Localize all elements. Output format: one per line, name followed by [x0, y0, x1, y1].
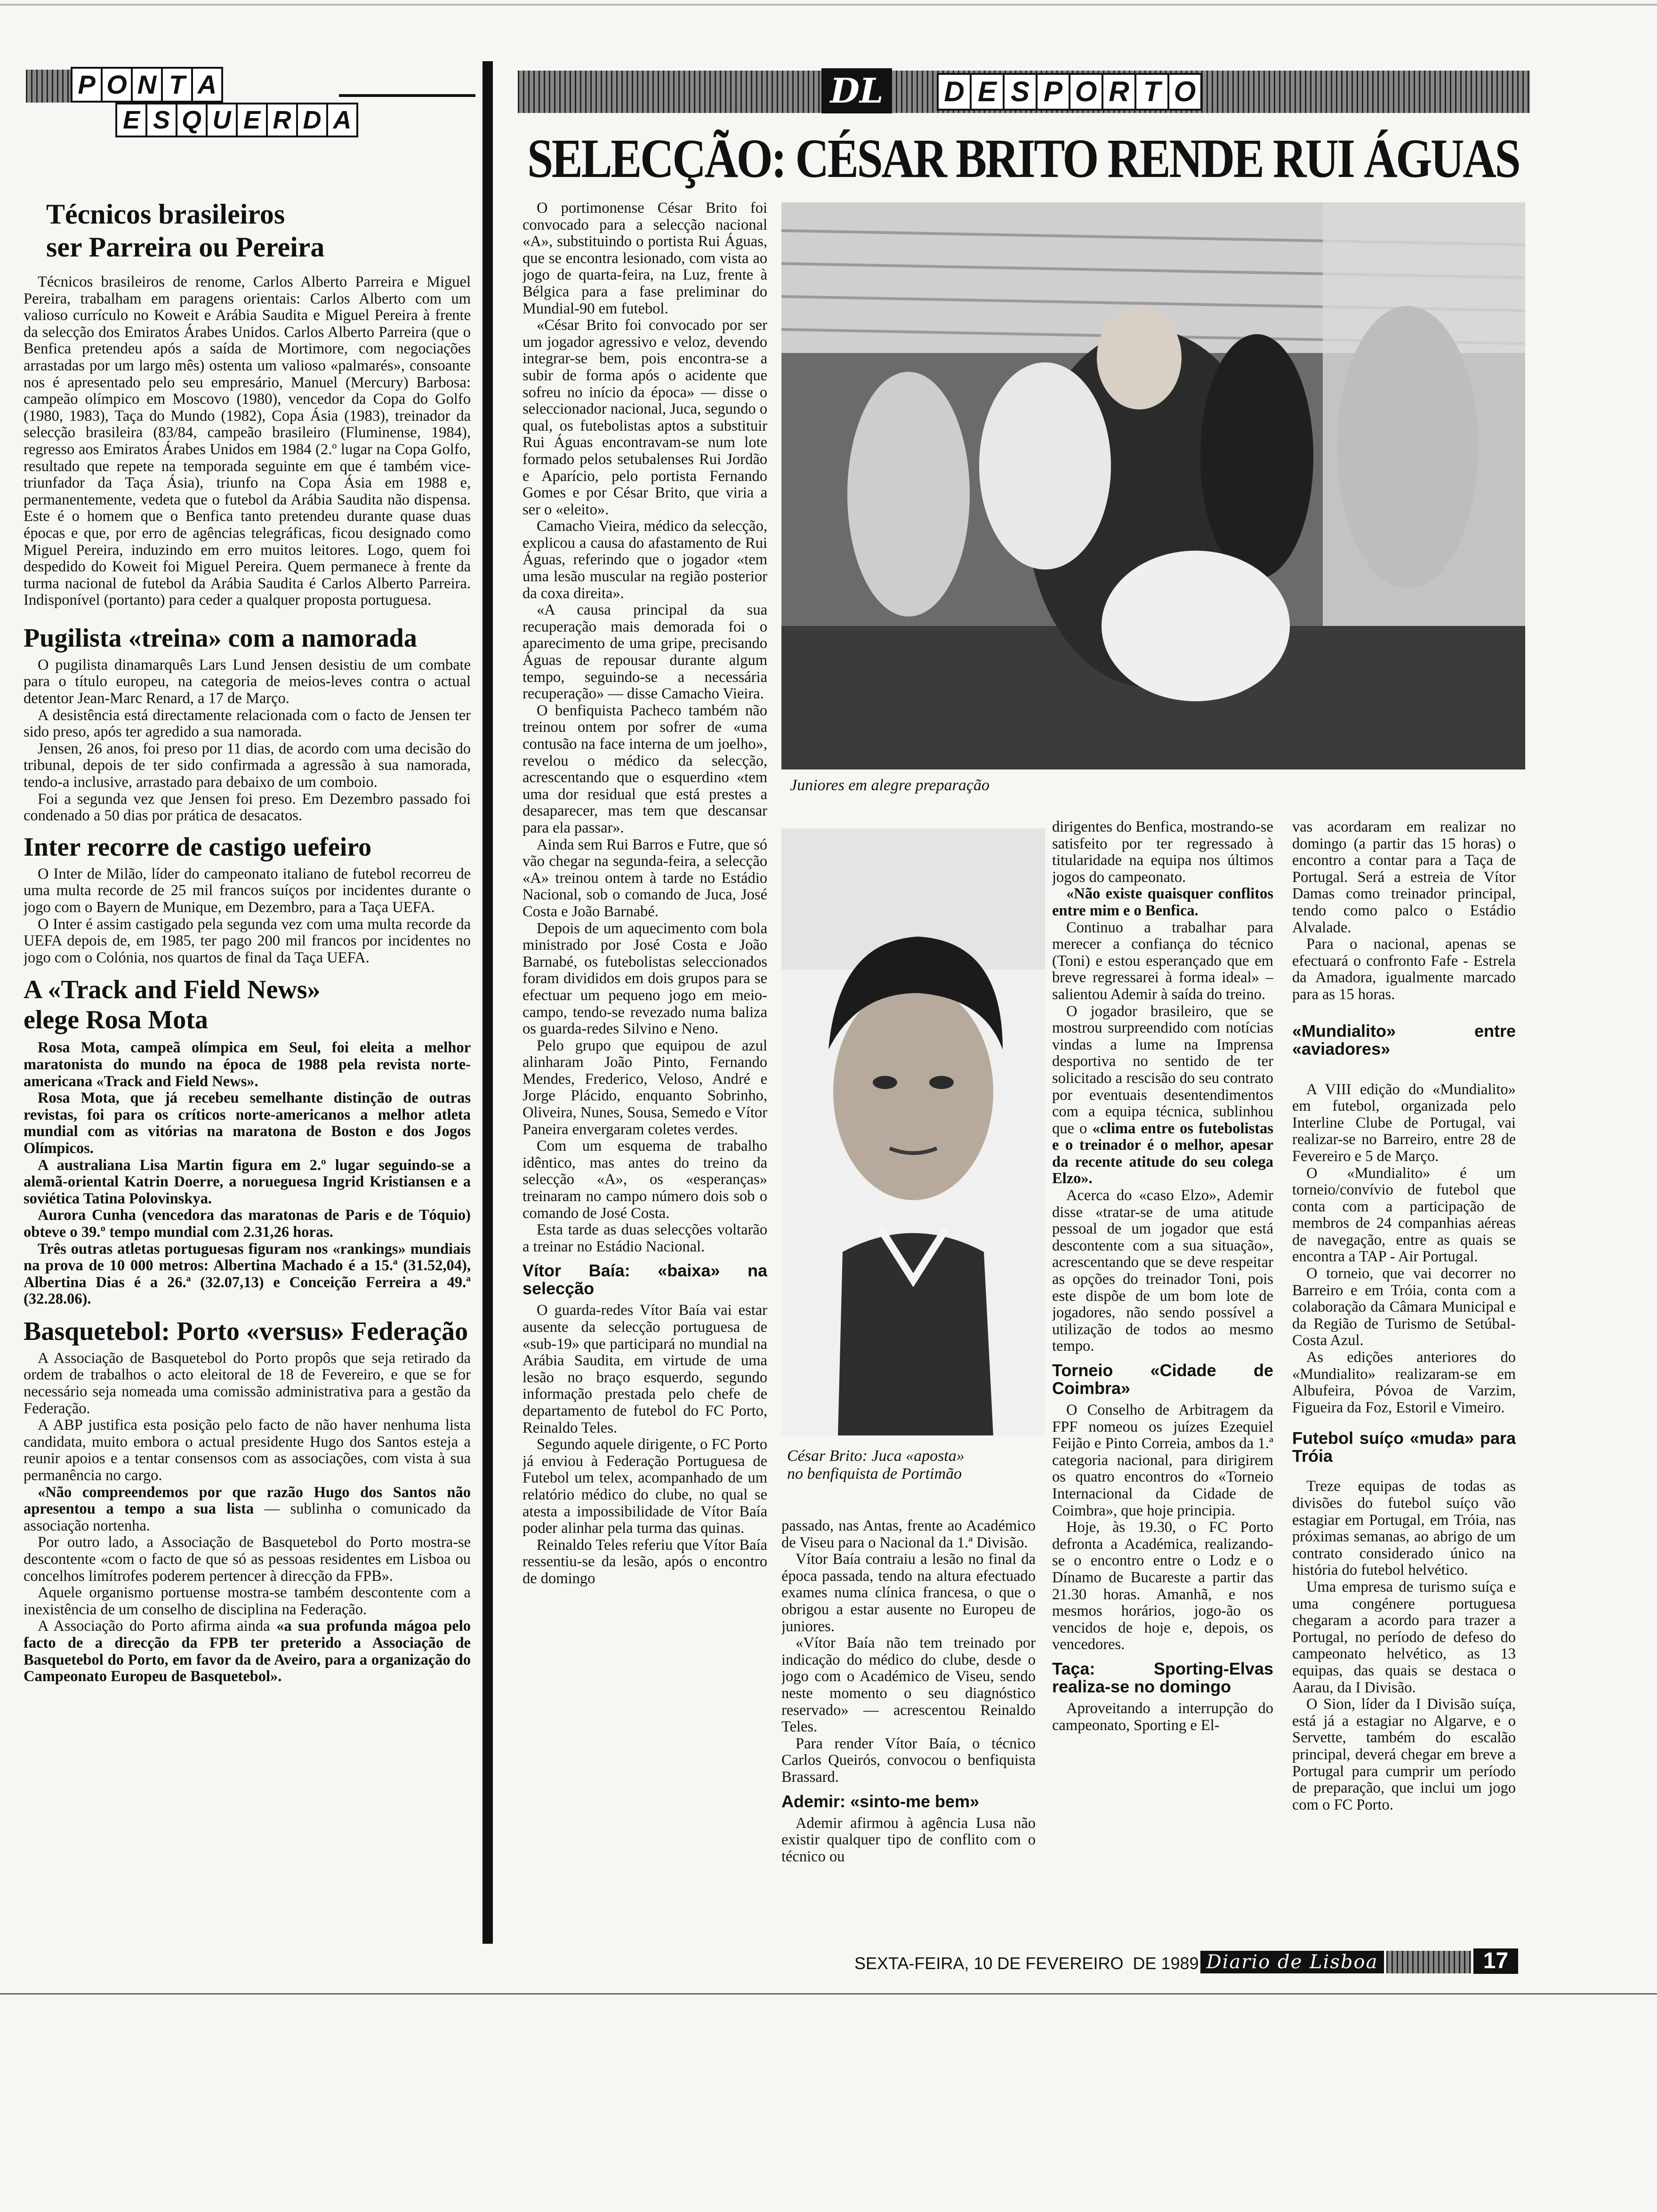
column-d: [1292, 819, 1516, 1937]
header-letter: T: [1134, 73, 1169, 111]
ademir-p5: [1052, 1003, 1273, 1188]
footer-stripe: [1386, 1951, 1471, 1973]
header-letter: S: [145, 103, 177, 137]
suico-p3: O Sion, líder da I Divisão suíça, está já a estagiar no Algarve, e o Servette, também do escalão principal, deverá chegar em breve a Portugal para cumprir um período de preparação, que inclui um jogo com o FC Porto.: [1292, 1696, 1516, 1813]
cesar-brito-photo-graphic: [781, 828, 1045, 1435]
article-p1: O portimonense César Brito foi convocado para a selecção nacional «A», substituindo o portista Rui Águas, que se encontra lesionado, com vista ao jogo de quarta-feira, na Luz, frente à Bélgica para a fase preliminar do Mundial-90 em futebol.: [523, 200, 767, 317]
baia-p7: Para render Vítor Baía, o técnico Carlos Queirós, convocou o benfiquista Brassard.: [781, 1735, 1036, 1786]
baia-p6: «Vítor Baía não tem treinado por indicação do médico do clube, desde o jogo com o Académico de Viseu, sendo neste momento o seu diagnóstico reservado» — acrescentou Reinaldo Teles.: [781, 1635, 1036, 1736]
basket-p6-lead: A Associação do Porto afirma ainda: [38, 1618, 277, 1635]
baia-title: Vítor Baía: «baixa» na selecção: [523, 1261, 767, 1298]
left-column: [24, 198, 471, 1948]
header-letter: D: [296, 103, 328, 137]
article-p3: Camacho Vieira, médico da selecção, explicou a causa do afastamento de Rui Águas, referindo que o jogador «tem uma lesão muscular na região posterior da coxa direita».: [523, 518, 767, 602]
page-headline: SELECÇÃO: CÉSAR BRITO RENDE RUI ÁGUAS: [527, 128, 1520, 189]
column-b: [781, 1518, 1036, 1937]
header-letter: R: [1102, 73, 1136, 111]
header-letter: O: [101, 67, 133, 103]
column-divider: [483, 61, 493, 1944]
inter-title: Inter recorre de castigo uefeiro: [24, 832, 372, 862]
track-p5: Três outras atletas portuguesas figuram nos «rankings» mundiais na prova de 10 000 metros: Albertina Machado é a 15.ª (31.52,04), Albertina Dias é a 26.ª (32.07,13) e Conceição Ferreira a 49.ª (32.28.06).: [24, 1240, 471, 1308]
juniores-photo-caption: Juniores em alegre preparação: [790, 777, 989, 794]
juniores-photo-graphic: [781, 202, 1525, 769]
mundialito-p4: As edições anteriores do «Mundialito» realizaram-se em Albufeira, Póvoa de Varzim, Figueira da Foz, Estoril e Vimeiro.: [1292, 1349, 1516, 1416]
baia-p2: Segundo aquele dirigente, o FC Porto já enviou à Federação Portuguesa de Futebol um telex, acompanhado de um relatório médico do clube, no qual se atesta a impossibilidade de Vítor Baía poder alinhar pela turma das quinas.: [523, 1436, 767, 1537]
basket-p3: [24, 1484, 471, 1535]
mundialito-title: «Mundialito» entre «aviadores»: [1292, 1021, 1516, 1058]
footer-date: SEXTA-FEIRA, 10 DE FEVEREIRO DE 1989: [854, 1954, 1199, 1973]
ademir-p5-quote: «clima entre os futebolistas e o treinador é o melhor, apesar da recente atitude do seu colega Elzo».: [1052, 1120, 1273, 1187]
cesar-brito-caption-line1: César Brito: Juca «aposta»: [787, 1447, 965, 1465]
basket-p3-quote: «Não compreendemos por que razão Hugo dos Santos não apresentou a tempo a sua lista: [24, 1483, 471, 1518]
article-p6: Ainda sem Rui Barros e Futre, que só vão chegar na segunda-feira, a selecção «A» treinou ontem à tarde no Estádio Nacional, sob o comando de Juca, José Costa e João Barnabé.: [523, 836, 767, 920]
baia-p5: Vítor Baía contraiu a lesão no final da época passada, tendo na altura efectuado exames numa clínica francesa, o que o obrigou a estar ausente no Europeu de juniores.: [781, 1551, 1036, 1635]
ponta-header-underline: [339, 94, 475, 97]
column-a: [523, 200, 767, 1937]
basket-p6: [24, 1618, 471, 1685]
article-p7: Depois de um aquecimento com bola ministrado por José Costa e João Barnabé, os futebolistas seleccionados foram divididos em dois grupos para se efectuar um pequeno jogo em meio-campo, tendo-se revezado numa baliza os guarda-redes Silvino e Neno.: [523, 920, 767, 1038]
pugilista-p4: Foi a segunda vez que Jensen foi preso. Em Dezembro passado foi condenado a 50 dias por prática de desacatos.: [24, 790, 471, 825]
taca-p1: Aproveitando a interrupção do campeonato, Sporting e El-: [1052, 1699, 1273, 1734]
inter-p2: O Inter é assim castigado pela segunda vez com uma multa recorde da UEFA depois de, em 1985, ter pago 200 mil francos por incidentes no jogo com o Colónia, nos quartos de final da Taça UEFA.: [24, 915, 471, 966]
suico-p2: Uma empresa de turismo suíça e uma congénere portuguesa chegaram a acordo para trazer a Portugal, no período de defeso do campeonato helvético, as 13 equipas, das quais se destaca o Aarau, da I Divisão.: [1292, 1578, 1516, 1696]
torneio-title: Torneio «Cidade de Coimbra»: [1052, 1361, 1273, 1398]
header-letter: O: [1167, 73, 1202, 111]
ademir-p5-lead: O jogador brasileiro, que se mostrou surpreendido com notícias vindas a lume na Imprensa desportiva no sentido de ter solicitado a rescisão do seu contrato por eventuais desentendimentos com a equipa técnica, sublinhou que o: [1052, 1002, 1273, 1137]
track-p1: Rosa Mota, campeã olímpica em Seul, foi eleita a melhor maratonista do mundo na época de 1988 pela revista norte-americana «Track and Field News».: [24, 1039, 471, 1090]
header-letter: E: [236, 103, 268, 137]
basket-p5: Aquele organismo portuense mostra-se também descontente com a inexistência de um conselho de disciplina na Federação.: [24, 1584, 471, 1618]
cesar-brito-caption: [787, 1447, 1041, 1483]
basket-p1: A Associação de Basquetebol do Porto propôs que seja retirado da ordem de trabalhos o acto eleitoral de 18 de Fevereiro, e que se for necessário seja nomeada uma comissão administrativa para a gestão da Federação.: [24, 1349, 471, 1417]
track-title: A «Track and Field News»: [24, 975, 321, 1005]
footer-masthead: Diario de Lisboa: [1200, 1951, 1384, 1973]
header-letter: P: [1036, 73, 1070, 111]
header-letter: D: [937, 73, 972, 111]
pugilista-p2: A desistência está directamente relacionada com o facto de Jensen ter sido preso, após ter agredido a sua namorada.: [24, 706, 471, 741]
suico-p1: Treze equipas de todas as divisões do futebol suíço vão estagiar em Portugal, em Tróia, nas próximas semanas, ao abrigo de um contrato considerado único na história do futebol helvético.: [1292, 1478, 1516, 1579]
ademir-p3: «Não existe quaisquer conflitos entre mim e o Benfica.: [1052, 885, 1273, 919]
juniores-photo: [781, 202, 1525, 769]
tecnicos-body: Técnicos brasileiros de renome, Carlos Alberto Parreira e Miguel Pereira, trabalham em paragens orientais: Carlos Alberto com um valioso currículo no Koweit e Arábia Saudita e Miguel Pereira à frente da selecção dos Emiratos Árabes Unidos. Carlos Alberto Parreira (que o Benfica pretendeu após a saída de Mortimore, com negociações arrastadas por um largo mês) ostenta um valioso «palmarés», consoante nos é apresentado pelo seu empresário, Manuel (Mercury) Barbosa: campeão olímpico em Moscovo (1980), vencedor da Copa do Golfo (1980, 1983), Taça do Mundo (1982), Copa Ásia (1983), treinador da selecção brasileira (83/84, campeão brasileiro (Fluminense, 1984), regresso aos Emiratos Árabes Unidos em 1984 (2.º lugar na Copa Golfo, resultado que repete na temporada seguinte em que é também vice-triunfador da Taça Ásia), triunfo na Copa Ásia em 1988 e, permanentemente, vedeta que o futebol da Arábia Saudita não dispensa. Este é o homem que o Benfica tanto pretendeu durante quase duas épocas e que, por erro de agências telegráficas, ficou designado como Miguel Pereira, induzindo em erro muitos leitores. Logo, quem foi despedido do Koweit foi Miguel Pereira. Quem permanece à frente da turma nacional de futebol da Arábia Saudita é Carlos Alberto Parreira. Indisponível (portanto) para ceder a qualquer proposta portuguesa.: [24, 273, 471, 609]
cesar-brito-caption-line2: no benfiquista de Portimão: [787, 1465, 962, 1483]
header-letter: E: [115, 103, 147, 137]
track-p3: A australiana Lisa Martin figura em 2.º lugar seguindo-se a alemã-oriental Katrin Doerre, a norueguesa Ingrid Kristiansen e a soviética Tatina Polovinskya.: [24, 1156, 471, 1207]
header-letter: Q: [176, 103, 208, 137]
desporto-section: [937, 73, 1202, 111]
ademir-p4: Continuo a trabalhar para merecer a confiança do técnico (Toni) e estou esperançado que em breve regressarei à forma ideal» – salientou Ademir à saída do treino.: [1052, 919, 1273, 1003]
column-c: [1052, 819, 1273, 1937]
article-p9: Com um esquema de trabalho idêntico, mas antes do treino da selecção «A», os «esperanças» treinaram no campo número dois sob o comando de José Costa.: [523, 1138, 767, 1222]
header-letter: E: [970, 73, 1005, 111]
mundialito-p3: O torneio, que vai decorrer no Barreiro e em Tróia, conta com a colaboração da Câmara Municipal e da Região de Turismo de Setúbal-Costa Azul.: [1292, 1265, 1516, 1349]
article-p2: «César Brito foi convocado por ser um jogador agressivo e veloz, devendo integrar-se bem, pois encontra-se a subir de forma após o acidente que sofreu no início da época» — disse o seleccionador nacional, Juca, segundo o qual, os futebolistas aptos a substituir Rui Águas encontravam-se num lote formado pelos setubalenses Rui Jordão e Aparício, pelo portista Fernando Gomes e por César Brito, que viria a ser o «eleito».: [523, 317, 767, 518]
basket-p2: A ABP justifica esta posição pelo facto de não haver nenhuma lista candidata, muito embora o actual presidente Hugo dos Santos esteja a reunir apoios e a tentar consensos com as associações, com vista à sua permanência no cargo.: [24, 1417, 471, 1484]
header-letter: R: [266, 103, 298, 137]
header-letter: A: [191, 67, 223, 103]
inter-p1: O Inter de Milão, líder do campeonato italiano de futebol recorreu de uma multa recorde de 25 mil francos suíços por incidentes durante o jogo com o Bayern de Munique, em Dezembro, para a Taça UEFA.: [24, 865, 471, 916]
footer-rule: [0, 1993, 1657, 1995]
footer-page-number: 17: [1473, 1948, 1518, 1974]
ademir-title: Ademir: «sinto-me bem»: [781, 1791, 980, 1811]
cesar-brito-photo: [781, 828, 1045, 1435]
basket-p4: Por outro lado, a Associação de Basquetebol do Porto mostra-se descontente «com o facto de que só as pessoas residentes em Lisboa ou concelhos limítrofes poderem pertencer à direcção da FPB».: [24, 1534, 471, 1585]
article-p10: Esta tarde as duas selecções voltarão a treinar no Estádio Nacional.: [523, 1221, 767, 1255]
ponta-header-row1: [71, 67, 223, 103]
article-p4: «A causa principal da sua recuperação mais demorada foi o aparecimento de uma gripe, precisando Águas de repousar durante algum tempo, seguindo-se a necessária recuperação» — disse Camacho Vieira.: [523, 601, 767, 703]
baia-p4: passado, nas Antas, frente ao Académico de Viseu para o Nacional da 1.ª Divisão.: [781, 1518, 1036, 1551]
mundialito-p1: A VIII edição do «Mundialito» em futebol, organizada pelo Interline Clube de Portugal, vai realizar-se no Barreiro, entre 28 de Fevereiro e 5 de Março.: [1292, 1081, 1516, 1165]
basket-title: Basquetebol: Porto «versus» Federação: [24, 1316, 468, 1346]
header-letter: N: [131, 67, 163, 103]
pugilista-title: Pugilista «treina» com a namorada: [24, 623, 417, 653]
pugilista-p3: Jensen, 26 anos, foi preso por 11 dias, de acordo com uma decisão do tribunal, depois de ter sido confirmada a agressão à sua namorada, tendo-a inclusive, arrastado para debaixo de um comboio.: [24, 740, 471, 791]
ademir-p6: Acerca do «caso Elzo», Ademir disse «tratar-se de uma atitude pessoal de um jogador que está descontente com a sua situação», acrescentando que se deve respeitar as opções do treinador Toni, pois este dispõe de um bom lote de jogadores, não sendo possível a utilização de todos ao mesmo tempo.: [1052, 1187, 1273, 1355]
basket-p6-quote: «a sua profunda mágoa pelo facto de a direcção da FPB ter preterido a Associação de Basquetebol do Porto, em favor da de Aveiro, para a organização do Campeonato Europeu de Basquetebol».: [24, 1618, 471, 1685]
header-letter: U: [206, 103, 238, 137]
taca-title: Taça: Sporting-Elvas realiza-se no domingo: [1052, 1659, 1273, 1696]
suico-title: Futebol suíço «muda» para Tróia: [1292, 1428, 1516, 1466]
header-letter: A: [326, 103, 358, 137]
taca-p2: vas acordaram em realizar no domingo (a partir das 15 horas) o encontro a contar para a Taça de Portugal. Será a estreia de Vítor Damas como treinador principal, tendo como palco o Estádio Alvalade.: [1292, 819, 1516, 936]
header-letter: P: [71, 67, 103, 103]
torneio-p1: O Conselho de Arbitragem da FPF nomeou os juízes Ezequiel Feijão e Pinto Correia, ambos da 1.ª categoria nacional, para dirigirem os quatro encontros do «Torneio Internacional da Cidade de Coimbra», que hoje principia.: [1052, 1402, 1273, 1519]
top-rule: [0, 4, 1657, 6]
header-letter: S: [1003, 73, 1038, 111]
track-p2: Rosa Mota, que já recebeu semelhante distinção de outras revistas, foi para os críticos norte-americanos a melhor atleta mundial com as vitórias na maratona de Boston e dos Jogos Olímpicos.: [24, 1090, 471, 1157]
ponta-header-row2: [115, 103, 358, 137]
baia-p3: Reinaldo Teles referiu que Vítor Baía ressentiu-se da lesão, após o encontro de domingo: [523, 1536, 767, 1587]
baia-p1: O guarda-redes Vítor Baía vai estar ausente da selecção portuguesa de «sub-19» que participará no mundial na Arábia Saudita, em virtude de uma lesão no braço esquerdo, segundo informação prestada pelo chefe de departamento de futebol do FC Porto, Reinaldo Teles.: [523, 1302, 767, 1436]
tecnicos-title: Técnicos brasileiros: [46, 199, 285, 230]
article-p5: O benfiquista Pacheco também não treinou ontem por sofrer de «uma contusão na face interna de um joelho», revelou o médico da selecção, acrescentando que o esquerdino «tem uma dor residual que está prestes a desaparecer, mas tem que descansar para ela passar».: [523, 702, 767, 836]
taca-p3: Para o nacional, apenas se efectuará o confronto Fafe - Estrela da Amadora, igualmente marcado para as 15 horas.: [1292, 936, 1516, 1003]
basket-p3-rest: — sublinha o comunicado da associação nortenha.: [24, 1500, 471, 1534]
desporto-logo: DL: [821, 68, 892, 113]
header-letter: T: [161, 67, 193, 103]
mundialito-p2: O «Mundialito» é um torneio/convívio de futebol que conta com a participação de membros de 24 companhias aéreas de navegação, entre as quais se encontra a TAP - Air Portugal.: [1292, 1164, 1516, 1266]
track-p4: Aurora Cunha (vencedora das maratonas de Paris e de Tóquio) obteve o 39.º tempo mundial com 2.31,26 horas.: [24, 1207, 471, 1241]
ademir-p1: Ademir afirmou à agência Lusa não existir qualquer tipo de conflito com o técnico ou: [781, 1814, 1036, 1865]
track-title-2: elege Rosa Mota: [24, 1005, 208, 1035]
ademir-p2: dirigentes do Benfica, mostrando-se satisfeito por ter regressado à titularidade na equipa nos últimos jogos do campeonato.: [1052, 819, 1273, 886]
header-letter: O: [1069, 73, 1103, 111]
pugilista-p1: O pugilista dinamarquês Lars Lund Jensen desistiu de um combate para o título europeu, na categoria de meios-leves contra o actual detentor Jean-Marc Renard, a 17 de Março.: [24, 656, 471, 707]
torneio-p2: Hoje, às 19.30, o FC Porto defronta a Académica, realizando-se o encontro entre o Lodz e o Dínamo de Bucareste a partir das 21.30 horas. Amanhã, e nos mesmos horários, jogo-ão os vencidos de hoje e, depois, os vencedores.: [1052, 1519, 1273, 1653]
tecnicos-title-2: ser Parreira ou Pereira: [46, 232, 325, 263]
article-p8: Pelo grupo que equipou de azul alinharam João Pinto, Fernando Mendes, Frederico, Veloso, André e Jorge Plácido, enquanto Sobrinho, Oliveira, Nunes, Sousa, Semedo e Vítor Paneira envergaram coletes verdes.: [523, 1037, 767, 1138]
